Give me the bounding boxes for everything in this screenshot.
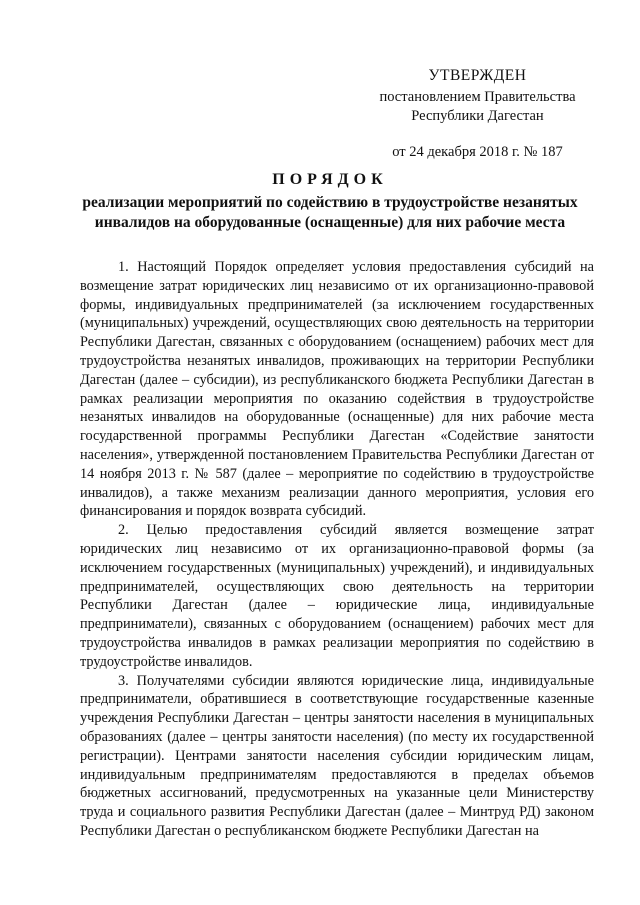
paragraph-1: 1. Настоящий Порядок определяет условия предоставления субсидий на возмещение затрат юридических лиц независимо от их организационно-правовой формы, индивидуальных предпринимателей (за исключением государственных (муниципальных) учреждений, осуществляющих свою деятельность на территории Республики Дагестан, связанных с оборудованием (оснащением) рабочих мест для трудоустройства незанятых инвалидов, проживающих на территории Республики Дагестан (далее – субсидии), из республиканского бюджета Республики Дагестан в рамках реализации мероприятия по оказанию содействия в трудоустройстве незанятых инвалидов на оборудованные (оснащенные) для них рабочие места государственной программы Республики Дагестан «Содействие занятости населения», утвержденной постановлением Правительства Республики Дагестан от 14 ноября 2013 г. № 587 (далее – мероприятие по содействию в трудоустройстве инвалидов), а также механизм реализации данного мероприятия, условия его финансирования и порядок возврата субсидий. [80, 259, 594, 520]
approved-label: УТВЕРЖДЕН [428, 67, 527, 84]
document-title [60, 170, 600, 233]
title-subtitle-line1: реализации мероприятий по содействию в трудоустройстве незанятых [82, 194, 578, 211]
approval-authority-line2: Республики Дагестан [411, 108, 544, 124]
approval-date: от 24 декабря 2018 г. № 187 [392, 144, 563, 160]
title-order: ПОРЯДОК [272, 171, 388, 188]
paragraph-3: 3. Получателями субсидии являются юридические лица, индивидуальные предприниматели, обратившиеся в соответствующие государственные казенные учреждения Республики Дагестан – центры занятости населения в муниципальных образованиях (далее – центры занятости населения) (по месту их государственной регистрации). Центрами занятости населения субсидии юридическим лицам, индивидуальным предпринимателям предоставляются в пределах объемов бюджетных ассигнований, предусмотренных на указанные цели Министерству труда и социального развития Республики Дагестан (далее – Минтруд РД) законом Республики Дагестан о республиканском бюджете Республики Дагестан на [80, 672, 594, 839]
approval-stamp [355, 66, 600, 162]
document-body [80, 258, 594, 841]
approval-authority-line1: постановлением Правительства [379, 89, 576, 105]
title-subtitle-line2: инвалидов на оборудованные (оснащенные) для них рабочие места [94, 214, 566, 231]
paragraph-2: 2. Целью предоставления субсидий является возмещение затрат юридических лиц независимо от их организационно-правовой формы (за исключением государственных (муниципальных) учреждений), и индивидуальных предпринимателей, осуществляющих свою деятельность на территории Республики Дагестан (далее – юридические лица, индивидуальные предприниматели), связанных с оборудованием (оснащением) рабочих мест для трудоустройства инвалидов в рамках реализации мероприятия по содействию в трудоустройстве инвалидов. [80, 522, 594, 670]
